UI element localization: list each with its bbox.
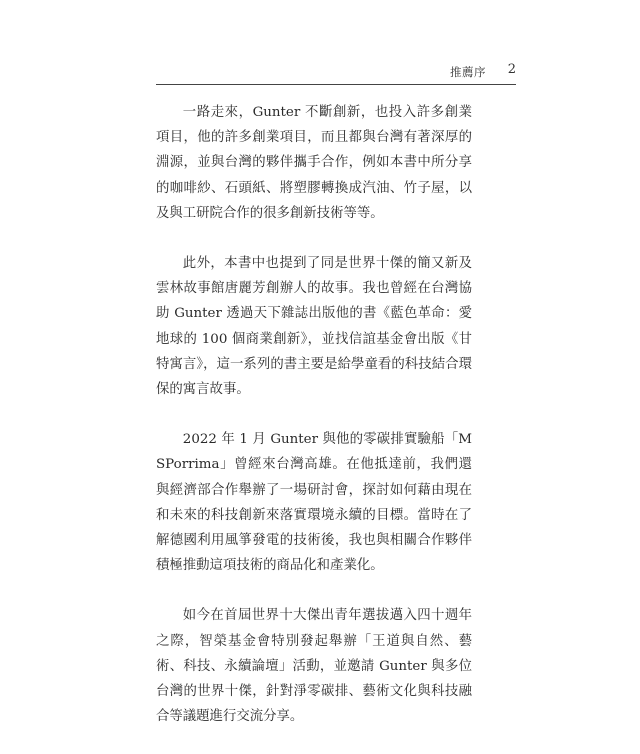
paragraph-1: 一路走來，Gunter 不斷創新，也投入許多創業項目，他的許多創業項目，而且都與台灣有著深厚的淵源，並與台灣的夥伴攜手合作，例如本書中所分享的咖啡紗、石頭紙、將塑膠轉換成汽油、竹子屋，以及與工研院合作的很多創新技術等等。 [156,105,472,221]
header-divider [156,84,516,85]
section-title: 推薦序 [450,65,486,79]
paragraph-2: 此外，本書中也提到了同是世界十傑的簡又新及雲林故事館唐麗芳創辦人的故事。我也曾經在台灣協助 Gunter 透過天下雜誌出版他的書《藍色革命：愛地球的 100 個商業創新》，並找信誼基金會出版《甘特寓言》，這一系列的書主要是給學童看的科技結合環保的寓言故事。 [156,256,472,398]
paragraph-3: 2022 年 1 月 Gunter 與他的零碳排實驗船「MSPorrima」曾經來台灣高雄。在他抵達前，我們還與經濟部合作舉辦了一場研討會，探討如何藉由現在和未來的科技創新來落實環境永續的目標。當時在了解德國利用風箏發電的技術後，我也與相關合作夥伴積極推動這項技術的商品化和產業化。 [156,432,472,574]
body-text [156,100,472,754]
page-number: 2 [507,62,516,77]
page-header [156,62,516,82]
paragraph-4: 如今在首屆世界十大傑出青年選拔邁入四十週年之際，智榮基金會特別發起舉辦「王道與自然、藝術、科技、永續論壇」活動，並邀請 Gunter 與多位台灣的世界十傑，針對淨零碳排、藝術文化與科技融合等議題進行交流分享。 [156,608,472,725]
